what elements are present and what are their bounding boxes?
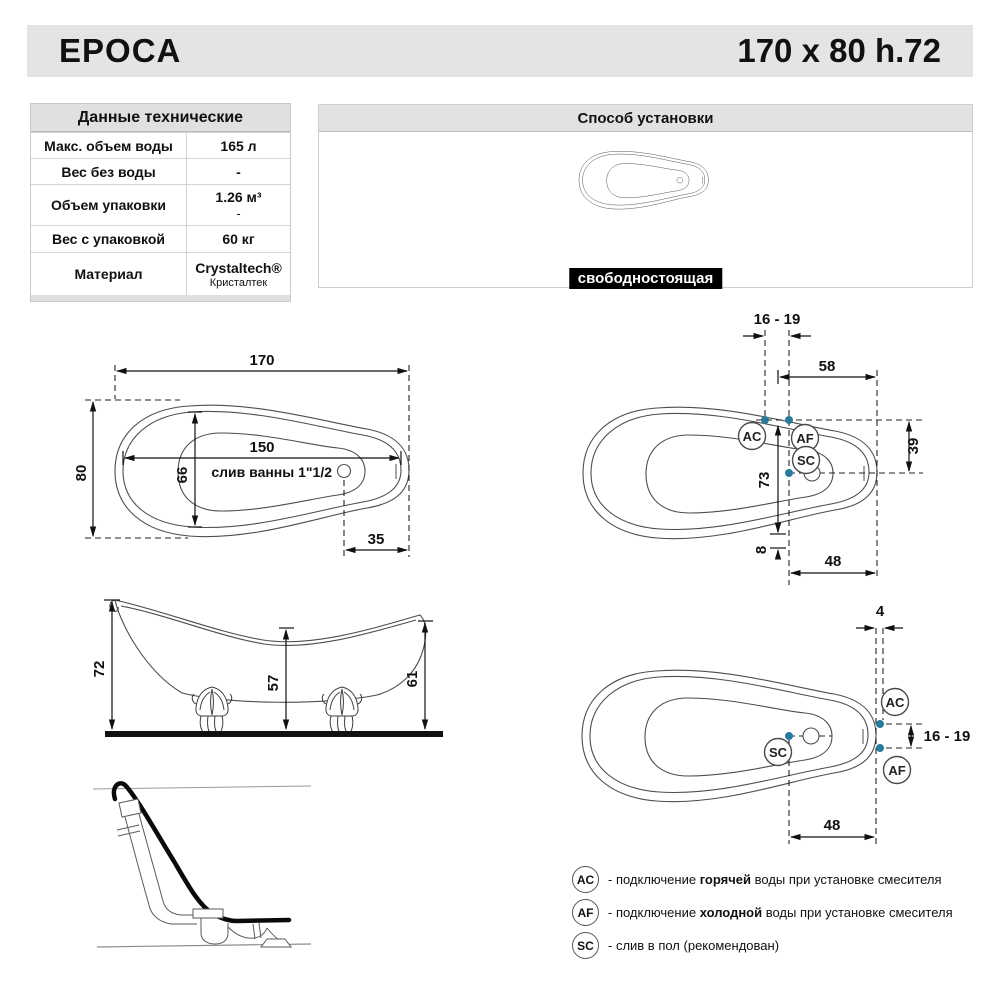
drain-hole [803,728,819,744]
spec-label: Макс. объем воды [31,133,187,158]
drain-marker: SC [572,932,599,959]
dim-inner-length: 150 [249,439,275,456]
tub-wall [114,783,289,921]
dim-drain-offset: 35 [367,531,385,548]
svg-text:AC: AC [885,695,905,710]
spec-label: Объем упаковки [31,185,187,225]
spec-value: 165 л [220,137,257,154]
claw-foot [192,687,231,735]
side-view-drawing [90,595,455,745]
legend [572,866,982,959]
dim-width-span: 73 [756,471,773,489]
legend-text: - подключение [608,872,700,887]
table-row [31,225,290,252]
spec-value: - [236,163,241,180]
dim-width: 80 [73,464,90,482]
dim-edge-to-drain: 39 [905,437,922,455]
spec-value: Crystaltech® [195,259,282,276]
drain-marker [793,447,820,474]
table-title: Данные технические [31,104,290,132]
plumbing-top-drawing [560,300,980,590]
spec-subvalue: - [236,206,241,221]
table-row [31,184,290,225]
claw-foot [322,687,361,735]
dim-edge-to-tap: 58 [818,358,836,375]
siphon [193,909,291,947]
plumbing-bottom-drawing [560,590,985,860]
connection-dot [876,744,884,752]
connection-dot [761,416,769,424]
drain-section-drawing [75,775,320,960]
legend-item-sc [572,932,982,959]
dim-inner-width: 66 [174,466,191,484]
connection-dot [876,720,884,728]
spec-label: Вес без воды [31,159,187,184]
svg-text:SC: SC [796,453,816,468]
spec-value: 1.26 м³ [215,189,262,205]
drain-note: слив ванны 1"1/2 [211,464,332,480]
cold-water-marker: AF [572,899,599,926]
hot-water-marker: AC [572,866,599,893]
dim-wall-gap: 4 [875,603,885,620]
hot-water-marker [882,689,909,716]
spec-label: Вес с упаковкой [31,226,187,252]
legend-item-af: AF - подключение холодной воды при установке смесителя [572,899,982,926]
drain-marker [765,739,792,766]
legend-text: - слив в пол (рекомендован) [608,938,780,953]
product-dimensions: 170 x 80 h.72 [737,32,941,69]
table-row [31,158,290,184]
overflow-pipe [117,799,197,924]
dim-drain-span: 48 [824,553,842,570]
dim-mid-height: 57 [265,674,282,692]
top-view-drawing [60,335,470,590]
product-name: EPOCA [59,32,182,69]
svg-text:AF: AF [888,763,906,778]
cold-water-marker [884,757,911,784]
hot-water-marker [739,423,766,450]
dim-length: 170 [249,352,275,369]
installation-type-badge: свободностоящая [569,268,722,289]
connection-dot [785,416,793,424]
dim-total-height: 72 [91,660,108,678]
spec-value: 60 кг [222,231,255,247]
connection-dot [785,469,793,477]
svg-text:AC: AC [742,429,762,444]
svg-text:AF: AF [796,431,814,446]
spec-label: Материал [31,253,187,295]
floor-line [105,731,443,737]
installation-title: Способ установки [319,105,972,132]
dim-shell-gap: 8 [753,545,770,555]
dim-drain-span: 48 [823,817,841,834]
connection-dot [785,732,793,740]
legend-item-ac: AC - подключение горячей воды при установке смесителя [572,866,982,893]
dim-tap-spacing: 16 - 19 [923,728,971,745]
dim-tap-spacing: 16 - 19 [753,311,801,328]
installation-box [318,104,973,288]
table-footer-strip [31,295,290,301]
spec-subvalue: Кристалтек [209,276,268,289]
installation-tub-top-view [569,142,719,222]
table-row [31,252,290,295]
table-row [31,132,290,158]
svg-text:SC: SC [768,745,788,760]
dim-rim-height: 61 [404,670,421,688]
legend-text: - подключение [608,905,700,920]
technical-data-table [30,103,291,302]
title-bar [27,25,973,77]
